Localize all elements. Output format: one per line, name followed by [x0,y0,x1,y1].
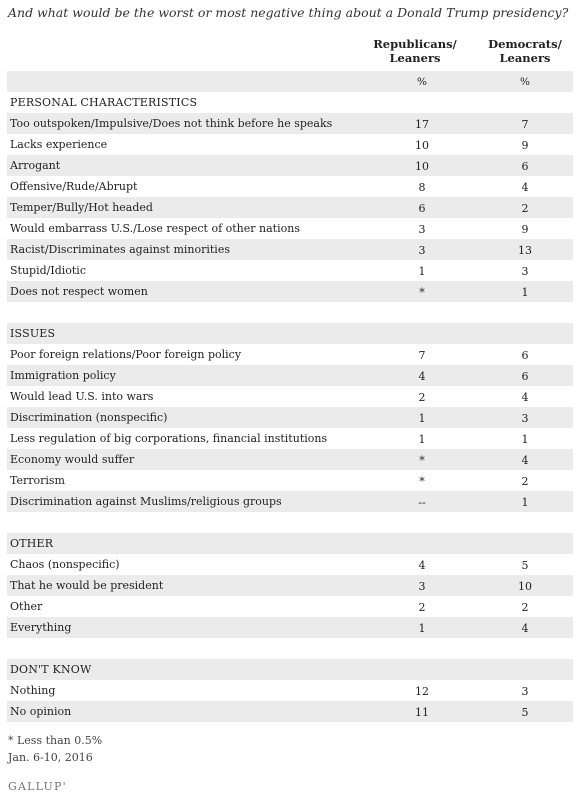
table-row [7,260,573,281]
republicans-value: -- [418,496,426,509]
republicans-value: 8 [418,181,426,194]
row-label: Temper/Bully/Hot headed [10,201,153,214]
republicans-value: 6 [418,202,426,215]
table-row [7,365,573,386]
column-header-democrats: Democrats/ Leaners [488,37,562,65]
table-row [7,575,573,596]
gallup-logo: GALLUP' [8,780,67,793]
democrats-value: 6 [521,349,529,362]
table-row [7,176,573,197]
table-row [7,428,573,449]
republicans-value: 3 [418,244,426,257]
democrats-value: 13 [518,244,532,257]
section-label: OTHER [10,537,54,550]
section-header [7,533,573,554]
democrats-value: 2 [521,601,529,614]
unit-label: % [417,76,427,88]
table-row [7,197,573,218]
section-label: PERSONAL CHARACTERISTICS [10,96,198,109]
republicans-value: 1 [418,433,426,446]
republicans-value: 1 [418,265,426,278]
row-label: Chaos (nonspecific) [10,558,120,571]
row-label: Immigration policy [10,369,116,382]
republicans-value: 10 [415,139,429,152]
table-row [7,134,573,155]
footnote: * Less than 0.5% [8,734,103,747]
table-row [7,155,573,176]
unit-row [7,71,573,92]
republicans-value: 7 [418,349,426,362]
unit-label: % [520,76,530,88]
row-label: That he would be president [10,579,164,592]
republicans-value: 1 [418,622,426,635]
republicans-value: 10 [415,160,429,173]
republicans-value: 2 [418,391,426,404]
republicans-value: 2 [418,601,426,614]
democrats-value: 6 [521,370,529,383]
democrats-value: 1 [521,433,529,446]
row-label: Would embarrass U.S./Lose respect of other nations [10,222,300,235]
section-header [7,92,573,113]
table-row [7,218,573,239]
row-label: Terrorism [10,474,65,487]
table-row [7,554,573,575]
democrats-value: 10 [518,580,532,593]
row-label: Too outspoken/Impulsive/Does not think before he speaks [10,117,333,130]
republicans-value: 17 [415,118,429,131]
row-label: Everything [10,621,72,634]
democrats-value: 6 [521,160,529,173]
table-row [7,491,573,512]
survey-date: Jan. 6-10, 2016 [8,751,93,764]
column-header-republicans: Republicans/ Leaners [373,37,457,65]
democrats-value: 5 [521,559,529,572]
table-row [7,617,573,638]
democrats-value: 4 [521,454,529,467]
republicans-value: 3 [418,223,426,236]
republicans-value: * [419,286,425,299]
spacer-row [7,512,573,533]
table-row [7,344,573,365]
democrats-value: 2 [521,202,529,215]
row-label: Nothing [10,684,56,697]
row-label: Other [10,600,43,613]
table-row [7,386,573,407]
republicans-value: 3 [418,580,426,593]
democrats-value: 5 [521,706,529,719]
democrats-value: 4 [521,391,529,404]
row-label: Racist/Discriminates against minorities [10,243,230,256]
row-label: Discrimination against Muslims/religious groups [10,495,282,508]
table-row [7,239,573,260]
democrats-value: 3 [521,412,529,425]
democrats-value: 1 [521,286,529,299]
republicans-value: 4 [418,370,426,383]
spacer-row [7,638,573,659]
row-label: Poor foreign relations/Poor foreign policy [10,348,242,361]
democrats-value: 9 [521,139,529,152]
republicans-value: * [419,454,425,467]
republicans-value: 11 [415,706,429,719]
results-table [7,71,573,722]
section-header [7,323,573,344]
table-row [7,449,573,470]
democrats-value: 7 [521,118,529,131]
table-row [7,281,573,302]
chart-title: And what would be the worst or most negative thing about a Donald Trump presidency? [8,5,569,20]
republicans-value: 4 [418,559,426,572]
row-label: Economy would suffer [10,453,135,466]
row-label: Does not respect women [10,285,148,298]
row-label: Less regulation of big corporations, financial institutions [10,432,328,445]
democrats-value: 9 [521,223,529,236]
republicans-value: * [419,475,425,488]
table-row [7,113,573,134]
democrats-value: 3 [521,265,529,278]
democrats-value: 4 [521,622,529,635]
section-label: DON'T KNOW [10,663,92,676]
democrats-value: 2 [521,475,529,488]
table-row [7,470,573,491]
republicans-value: 12 [415,685,429,698]
democrats-value: 3 [521,685,529,698]
row-label: No opinion [10,705,72,718]
table-row [7,596,573,617]
row-label: Discrimination (nonspecific) [10,411,168,424]
table-row [7,407,573,428]
row-label: Arrogant [10,159,61,172]
spacer-row [7,302,573,323]
table-row [7,701,573,722]
table-row [7,680,573,701]
row-label: Would lead U.S. into wars [10,390,154,403]
row-label: Lacks experience [10,138,108,151]
section-label: ISSUES [10,327,56,340]
section-header [7,659,573,680]
row-label: Stupid/Idiotic [10,264,86,277]
democrats-value: 1 [521,496,529,509]
republicans-value: 1 [418,412,426,425]
row-label: Offensive/Rude/Abrupt [10,180,138,193]
democrats-value: 4 [521,181,529,194]
